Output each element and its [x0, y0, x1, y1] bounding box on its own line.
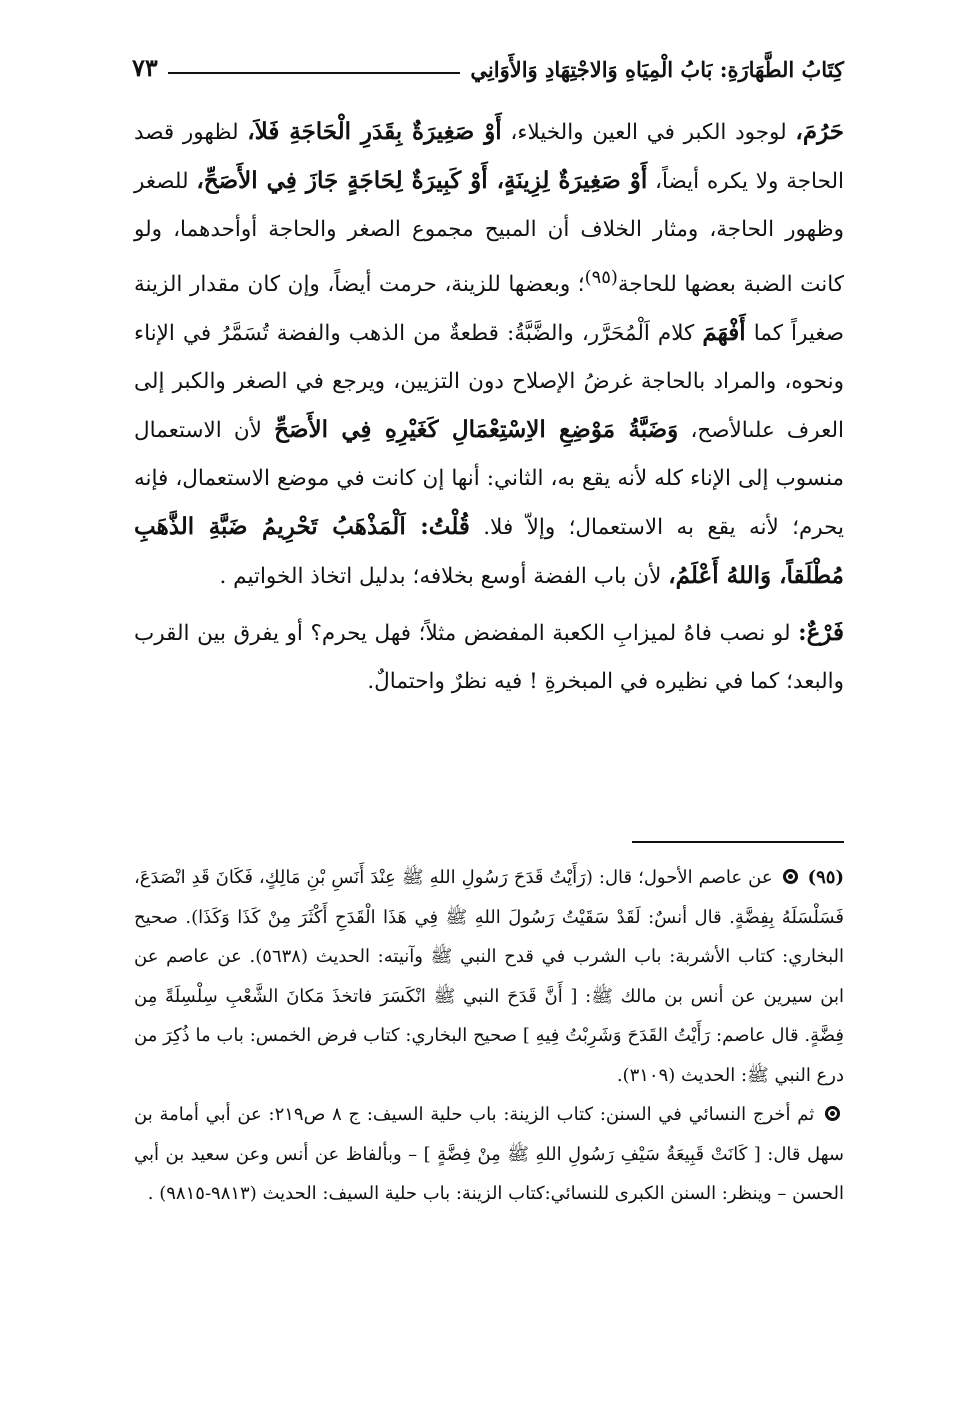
matn-text: وَضَبَّةُ مَوْضِعِ الاِسْتِعْمَالِ كَغَيْرِهِ فِي الأَصَحِّ: [274, 416, 679, 444]
sharh-text: ؛ وبعضها للزينة، حرمت أيضاً، وإن كان مقدار الزينة صغيراً كما: [134, 272, 844, 347]
sharh-text: لو نصب فاهُ لميزابِ الكعبة المفضض مثلاً؛ فهل يحرم؟ أو يفرق بين القرب والبعد؛ كما في نظيره في المبخرةِ ! فيه نظرٌ واحتمالٌ.: [134, 621, 844, 695]
running-title: كِتَابُ الطَّهَارَةِ: بَابُ الْمِيَاهِ وَالاجْتِهَادِ وَالأَوَانِي: [470, 57, 844, 82]
footnote-number: (٩٥): [807, 867, 844, 888]
page-number: ٧٣: [132, 53, 158, 82]
footnote-95: [134, 858, 844, 1095]
footnotes: [134, 858, 844, 1214]
footnote-ref[interactable]: (٩٥): [584, 267, 618, 288]
sharh-text: لوجود الكبر في العين والخيلاء،: [501, 120, 796, 145]
header-rule: [168, 72, 461, 74]
far-label: فَرْعٌ:: [798, 619, 844, 647]
matn-text: قُلْتُ: اَلْمَذْهَبُ تَحْرِيمُ ضَبَّةِ الذَّهَبِ مُطْلَقاً، وَاللهُ أَعْلَمُ،: [134, 513, 844, 590]
paragraph-dabba: [134, 108, 844, 601]
matn-text: حَرُمَ،: [795, 118, 844, 145]
footnote-text: ثم أخرج النسائي في السنن: كتاب الزينة: باب حلية السيف: ج ٨ ص٢١٩: عن أبي أمامة بن سهل قال: [ كَانَتْ قَبِيعَةُ سَيْفِ رَسُولِ اللهِ ﷺ مِنْ فِضَّةٍ ] – وبألفاظ عن أنس وعن سعيد بن أبي الحسن – وينظر: السنن الكبرى للنسائي:كتاب الزينة: باب حلية السيف: الحديث (٩٨١٣-٩٨١٥) .: [134, 1104, 844, 1204]
sharh-text: لأن باب الفضة أوسع بخلافه؛ بدليل اتخاذ الخواتيم .: [219, 564, 669, 590]
bullet-icon: [825, 1106, 840, 1121]
sharh-text: كلام اَلْمُحَرَّر، والضَّبَّةُ: قطعةٌ من الذهب والفضة تُسَمَّرُ في الإناء ونحوه، والمراد بالحاجة غرضُ الإصلاح دون التزيين، ويرجع في الصغر والكبر إلى العرف علىالأصح،: [134, 321, 844, 444]
footnote-separator: [632, 841, 844, 843]
matn-text: أَوْ صَغِيرَةٌ بِقَدَرِ الْحَاجَةِ فَلاَ،: [247, 118, 502, 145]
page-header: [132, 44, 844, 84]
main-text: [134, 108, 844, 706]
bullet-icon: [783, 869, 798, 884]
sharh-text: لظهور قصد الحاجة ولا يكره أيضاً،: [134, 120, 844, 194]
footnote-continuation: [134, 1095, 844, 1214]
matn-text: أَوْ صَغِيرَةٌ لِزِينَةٍ، أَوْ كَبِيرَةٌ لِحَاجَةٍ جَازَ فِي الأَصَحِّ،: [196, 167, 648, 194]
sharh-text: للصغر وظهور الحاجة، ومثار الخلاف أن المبيح مجموع الصغر والحاجة أوأحدهما، ولو كانت الضبة بعضها للحاجة: [134, 169, 844, 298]
footnote-text: عن عاصم الأحول؛ قال: (رَأَيْتُ قَدَحَ رَسُولِ اللهِ ﷺ عِنْدَ أَنَسِ بْنِ مَالِكٍ، فَكَانَ قَدِ انْصَدَعَ، فَسَلْسَلَهُ بِفِضَّةٍ. قال أنسٌ: لَقَدْ سَقَيْتُ رَسُولَ اللهِ ﷺ فِي هَذَا الْقَدَحِ أَكْثَرَ مِنْ كَذَا وَكَذَا). صحيح البخاري: كتاب الأشربة: باب الشرب في قدح النبي ﷺ وآنيته: الحديث (٥٦٣٨). عن عاصم عن ابن سيرين عن أنس بن مالك ﷺ: [ أَنَّ قَدَحَ النبي ﷺ انْكَسَرَ فاتخذَ مَكانَ الشَّعْبِ سِلْسِلَةً مِن فِضَّةٍ. قال عاصم: رَأَيْتُ القَدَحَ وَشَرِبْتُ فِيهِ ] صحيح البخاري: كتاب فرض الخمس: باب ما ذُكِرَ من درع النبي ﷺ: الحديث (٣١٠٩).: [134, 867, 844, 1086]
matn-text: أَفْهَمَ: [702, 319, 746, 347]
paragraph-far: [134, 609, 844, 706]
sharh-text: لأن الاستعمال منسوب إلى الإناء كله لأنه يقع به، الثاني: أنها إن كانت في موضع الاستعمال، فإنه يحرم؛ لأنه يقع به الاستعمال؛ وإلاّ فلا.: [134, 418, 845, 541]
